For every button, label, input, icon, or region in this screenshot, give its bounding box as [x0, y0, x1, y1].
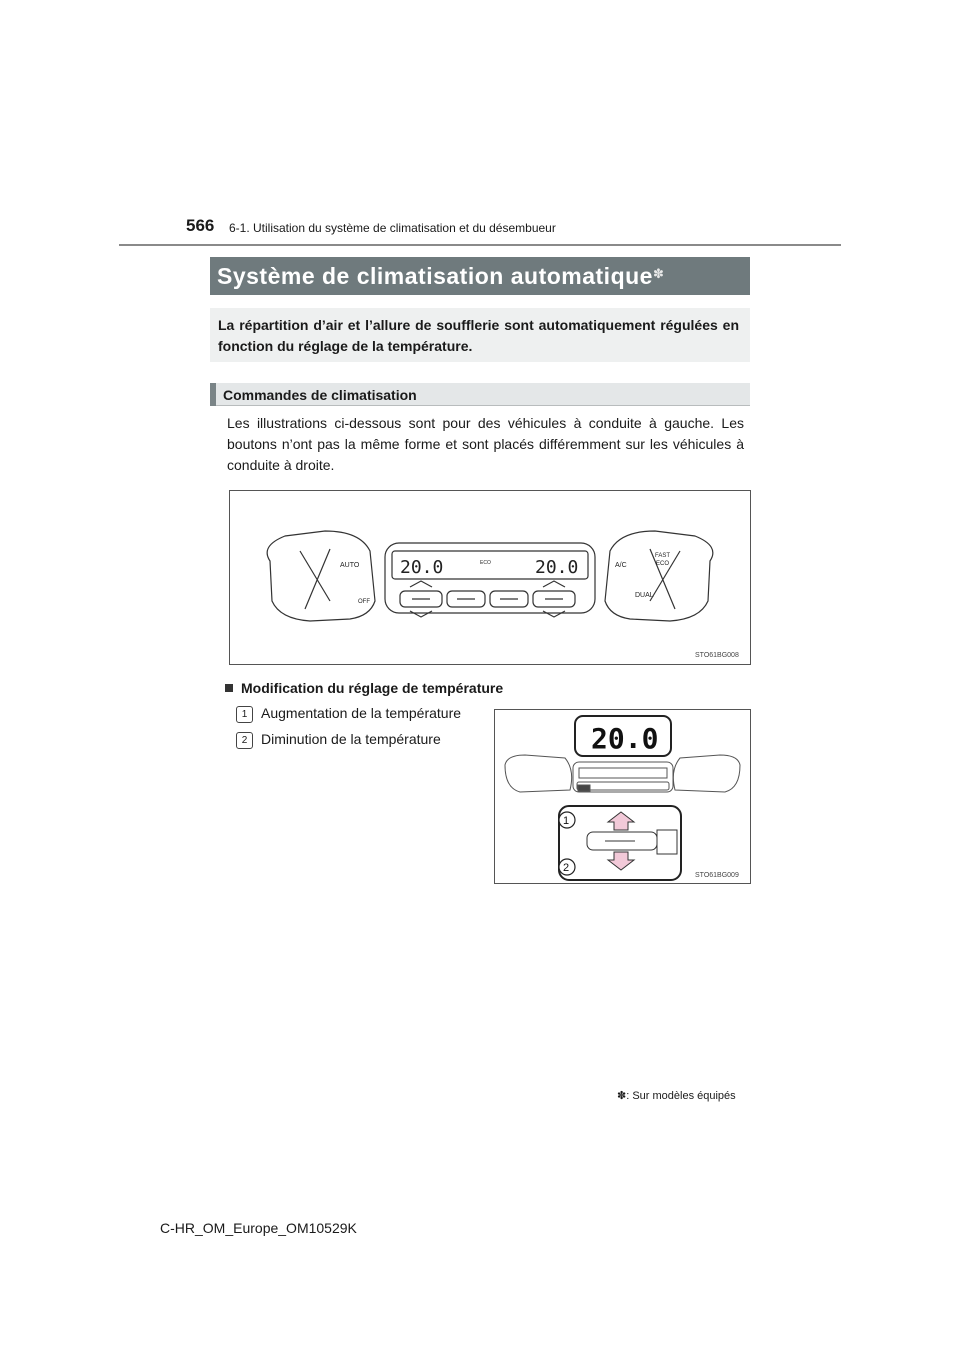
- fast-button: FAST: [655, 553, 671, 559]
- figure-control-panel: [229, 490, 751, 665]
- display-right-temp: 20.0: [535, 557, 579, 578]
- subsection-heading: Commandes de climatisation: [223, 387, 417, 403]
- header-rule: [119, 244, 841, 246]
- footnote-text: : Sur modèles équipés: [626, 1090, 736, 1102]
- step-1-label: Augmentation de la température: [261, 705, 462, 721]
- callout-1: 1: [563, 815, 570, 827]
- step-1: [236, 705, 461, 723]
- figure-temperature-adjust: [494, 709, 751, 884]
- fast-eco-label: ECO: [656, 561, 670, 567]
- title-text: Système de climatisation automatique: [217, 263, 653, 289]
- step-2: [236, 731, 441, 749]
- auto-button: AUTO: [340, 562, 360, 569]
- subsection-accent: [210, 383, 216, 406]
- callout-2: 2: [563, 862, 570, 874]
- control-panel-illustration: [230, 491, 750, 664]
- modification-heading: [225, 680, 503, 696]
- right-pod: [605, 531, 713, 621]
- figure1-code: STO61BG008: [695, 652, 739, 659]
- dual-button: DUAL: [635, 592, 654, 599]
- document-id: C-HR_OM_Europe_OM10529K: [160, 1220, 357, 1236]
- footnote: [617, 1089, 736, 1102]
- temperature-adjust-illustration: [495, 710, 750, 883]
- intro-text: La répartition d’air et l’allure de soufflerie sont automatiquement régulées en fonction du réglage de la température.: [218, 317, 739, 354]
- display-eco: ECO: [480, 560, 491, 566]
- zoom-display-temp: 20.0: [591, 722, 659, 755]
- step-1-number: 1: [236, 706, 253, 723]
- bullet-square: [225, 684, 233, 692]
- figure2-code: STO61BG009: [695, 872, 739, 879]
- display-left-temp: 20.0: [400, 557, 444, 578]
- left-pod: [267, 531, 375, 621]
- page-title: [217, 258, 664, 294]
- ac-button: A/C: [615, 562, 627, 569]
- off-button: OFF: [358, 599, 370, 605]
- footnote-marker: ✽: [617, 1090, 627, 1102]
- step-2-label: Diminution de la température: [261, 731, 441, 747]
- subsection-body: Les illustrations ci-dessous sont pour des véhicules à conduite à gauche. Les boutons n’ont pas la même forme et sont placés différemment sur les véhicules à conduite à droite.: [227, 415, 744, 473]
- section-path: 6-1. Utilisation du système de climatisation et du désembueur: [229, 221, 556, 235]
- title-marker: ✽: [652, 266, 665, 281]
- modification-heading-text: Modification du réglage de température: [241, 680, 504, 696]
- page-number: 566: [186, 216, 215, 235]
- step-2-number: 2: [236, 732, 253, 749]
